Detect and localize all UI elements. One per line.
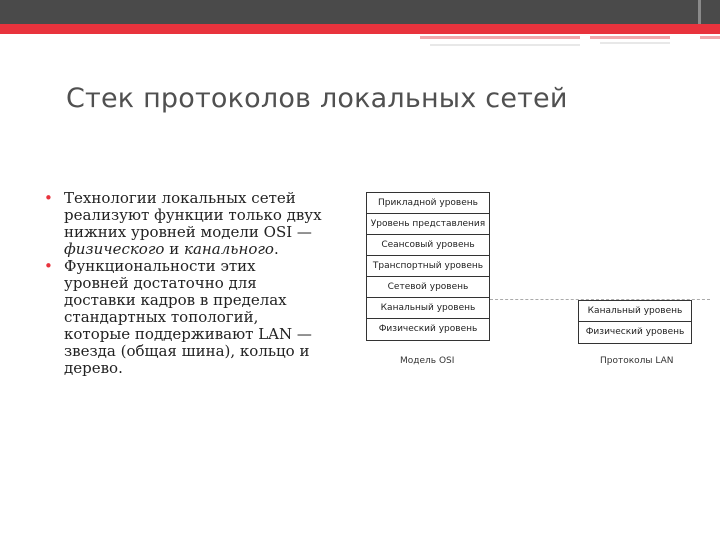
lan-protocols-stack — [578, 300, 692, 344]
osi-lan-diagram — [360, 186, 710, 376]
lan-caption: Протоколы LAN — [600, 356, 674, 366]
lan-layer-physical: Физический уровень — [585, 327, 685, 337]
bullet-item-2 — [44, 258, 324, 377]
bullet-1-text: Технологии локальных сетей реализуют функции только двух нижних уровней модели OSI — — [64, 189, 322, 241]
bullet-list — [44, 190, 324, 377]
bullet-item-1 — [44, 190, 324, 258]
top-bar-separator — [698, 0, 701, 24]
osi-layer-presentation: Уровень представления — [367, 214, 489, 235]
bullet-dot-icon: • — [44, 257, 53, 275]
slide-title: Стек протоколов локальных сетей — [66, 83, 568, 114]
bullet-1-italic-datalink: канального — [184, 240, 274, 258]
osi-layer-datalink: Канальный уровень — [367, 298, 489, 319]
decor-stripe — [700, 36, 720, 39]
osi-caption: Модель OSI — [400, 356, 455, 366]
lan-layer-datalink: Канальный уровень — [579, 301, 691, 322]
decor-stripe — [590, 36, 670, 39]
osi-layer-session: Сеансовый уровень — [367, 235, 489, 256]
osi-layer-transport: Транспортный уровень — [367, 256, 489, 277]
decor-stripe — [600, 42, 670, 44]
decor-stripe — [430, 44, 580, 46]
osi-layer-physical: Физический уровень — [378, 324, 478, 334]
osi-layer-network: Сетевой уровень — [367, 277, 489, 298]
bullet-1-period: . — [273, 240, 279, 258]
top-dark-bar — [0, 0, 720, 24]
bullet-2-text: Функциональности этих уровней достаточно для доставки кадров в пределах стандартных топологий, которые поддерживают LAN — звезда (общая шина), кольцо и дерево. — [64, 257, 312, 377]
osi-layer-application: Прикладной уровень — [367, 193, 489, 214]
decor-stripe — [420, 36, 580, 39]
bullet-dot-icon: • — [44, 189, 53, 207]
bullet-1-text-and: и — [164, 240, 184, 258]
accent-red-bar — [0, 24, 720, 34]
bullet-1-italic-physical: физического — [64, 240, 165, 258]
osi-model-stack — [366, 192, 490, 341]
